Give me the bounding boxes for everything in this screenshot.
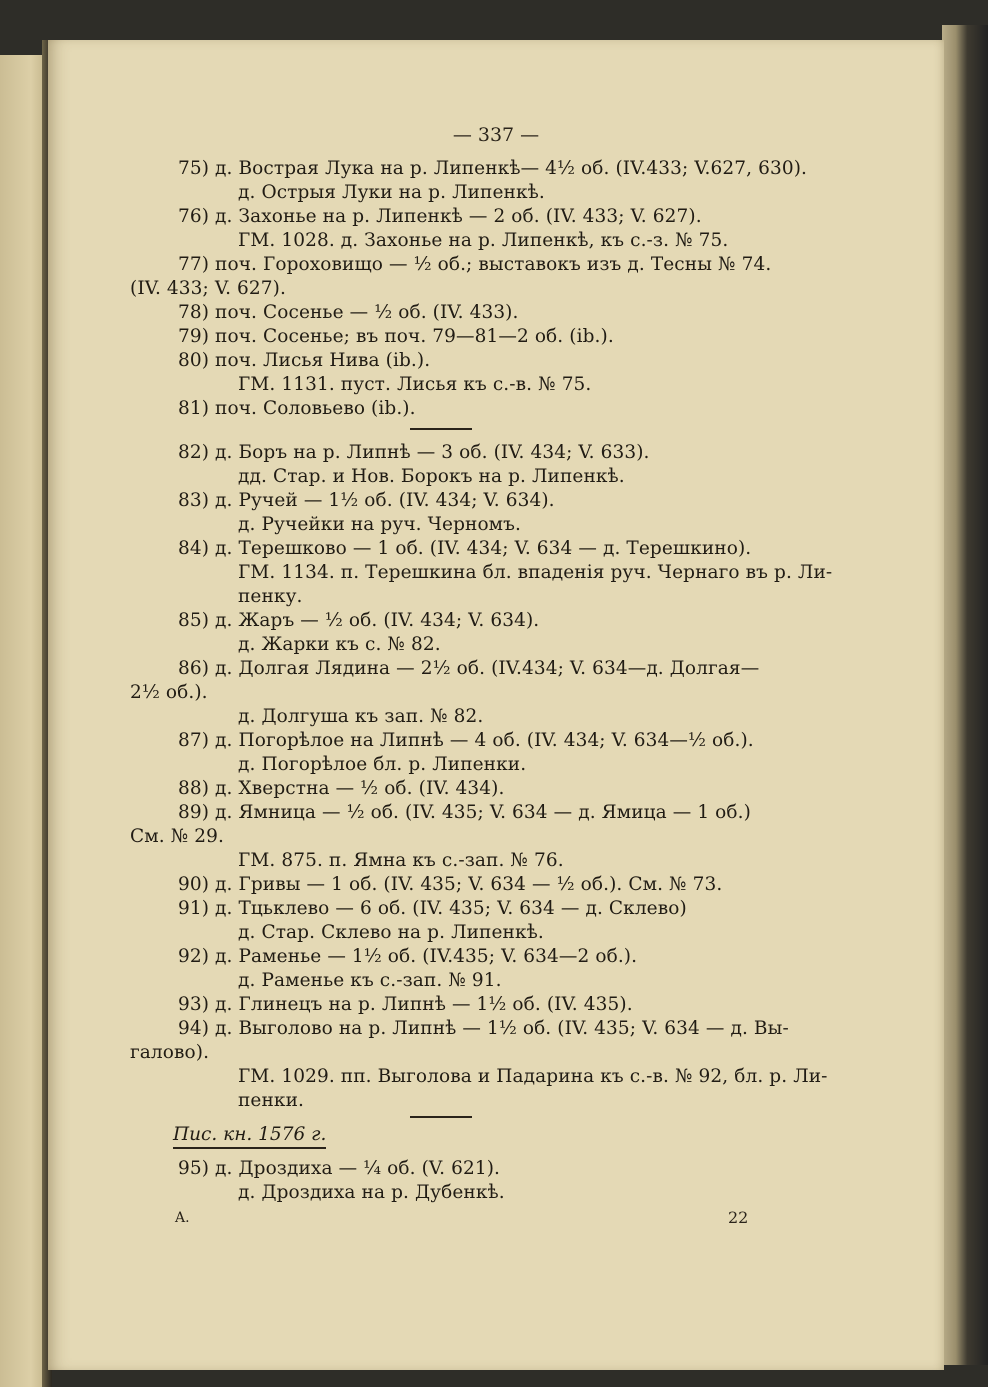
- section-title: Пис. кн. 1576 г.: [173, 1124, 326, 1149]
- text-line: 2½ об.).: [130, 682, 208, 703]
- text-line: 78) поч. Сосенье — ½ об. (IV. 433).: [178, 302, 519, 323]
- text-line: 80) поч. Лисья Нива (ib.).: [178, 350, 431, 371]
- text-line: д. Острыя Луки на р. Липенкѣ.: [238, 182, 545, 203]
- text-line: 83) д. Ручей — 1½ об. (IV. 434; V. 634).: [178, 490, 555, 511]
- text-line: д. Долгуша къ зап. № 82.: [238, 706, 484, 727]
- text-line: 91) д. Тцьклево — 6 об. (IV. 435; V. 634 — д. Склево): [178, 898, 687, 919]
- text-line: д. Жарки къ с. № 82.: [238, 634, 441, 655]
- text-line: 75) д. Вострая Лука на р. Липенкѣ— 4½ об. (IV.433; V.627, 630).: [178, 158, 808, 179]
- text-line: 88) д. Хверстна — ½ об. (IV. 434).: [178, 778, 505, 799]
- text-line: пенку.: [238, 586, 303, 607]
- text-line: См. № 29.: [130, 826, 225, 847]
- text-line: д. Погорѣлое бл. р. Липенки.: [238, 754, 527, 775]
- sheet-number: 22: [728, 1208, 749, 1227]
- text-line: ГМ. 1028. д. Захонье на р. Липенкѣ, къ с.-з. № 75.: [238, 230, 729, 251]
- text-line: 81) поч. Соловьево (ib.).: [178, 398, 416, 419]
- text-line: ГМ. 1131. пуст. Лисья къ с.-в. № 75.: [238, 374, 592, 395]
- text-line: д. Дроздиха на р. Дубенкѣ.: [238, 1182, 505, 1203]
- book-page: [48, 40, 944, 1370]
- text-line: 94) д. Выголово на р. Липнѣ — 1½ об. (IV. 435; V. 634 — д. Вы-: [178, 1018, 789, 1039]
- text-line: 76) д. Захонье на р. Липенкѣ — 2 об. (IV. 433; V. 627).: [178, 206, 702, 227]
- page-number: — 337 —: [452, 124, 540, 146]
- text-line: 82) д. Боръ на р. Липнѣ — 3 об. (IV. 434; V. 633).: [178, 442, 650, 463]
- text-line: 90) д. Гривы — 1 об. (IV. 435; V. 634 — ½ об.). См. № 73.: [178, 874, 723, 895]
- book-cover-edge: [942, 25, 988, 1365]
- text-line: 77) поч. Гороховищо — ½ об.; выставокъ изъ д. Тесны № 74.: [178, 254, 772, 275]
- text-line: 93) д. Глинецъ на р. Липнѣ — 1½ об. (IV. 435).: [178, 994, 633, 1015]
- text-line: 87) д. Погорѣлое на Липнѣ — 4 об. (IV. 434; V. 634—½ об.).: [178, 730, 754, 751]
- text-line: 85) д. Жаръ — ½ об. (IV. 434; V. 634).: [178, 610, 540, 631]
- text-line: пенки.: [238, 1090, 304, 1111]
- text-line: 86) д. Долгая Лядина — 2½ об. (IV.434; V. 634—д. Долгая—: [178, 658, 760, 679]
- text-line: ГМ. 1134. п. Терешкина бл. впаденія руч. Чернаго въ р. Ли-: [238, 562, 833, 583]
- text-line: д. Ручейки на руч. Черномъ.: [238, 514, 522, 535]
- text-line: галово).: [130, 1042, 210, 1063]
- text-line: 89) д. Ямница — ½ об. (IV. 435; V. 634 — д. Ямица — 1 об.): [178, 802, 751, 823]
- text-line: д. Раменье къ с.-зап. № 91.: [238, 970, 502, 991]
- text-line: 79) поч. Сосенье; въ поч. 79—81—2 об. (ib.).: [178, 326, 614, 347]
- left-page-edge: [0, 55, 44, 1387]
- text-line: 92) д. Раменье — 1½ об. (IV.435; V. 634—2 об.).: [178, 946, 638, 967]
- text-line: 84) д. Терешково — 1 об. (IV. 434; V. 634 — д. Терешкино).: [178, 538, 752, 559]
- text-line: (IV. 433; V. 627).: [130, 278, 286, 299]
- text-line: ГМ. 875. п. Ямна къ с.-зап. № 76.: [238, 850, 564, 871]
- section-divider: [410, 428, 472, 430]
- text-line: дд. Стар. и Нов. Борокъ на р. Липенкѣ.: [238, 466, 625, 487]
- section-divider: [410, 1116, 472, 1118]
- text-line: 95) д. Дроздиха — ¼ об. (V. 621).: [178, 1158, 501, 1179]
- text-line: ГМ. 1029. пп. Выголова и Падарина къ с.-в. № 92, бл. р. Ли-: [238, 1066, 828, 1087]
- text-line: д. Стар. Склево на р. Липенкѣ.: [238, 922, 544, 943]
- printer-signature: A.: [175, 1210, 190, 1226]
